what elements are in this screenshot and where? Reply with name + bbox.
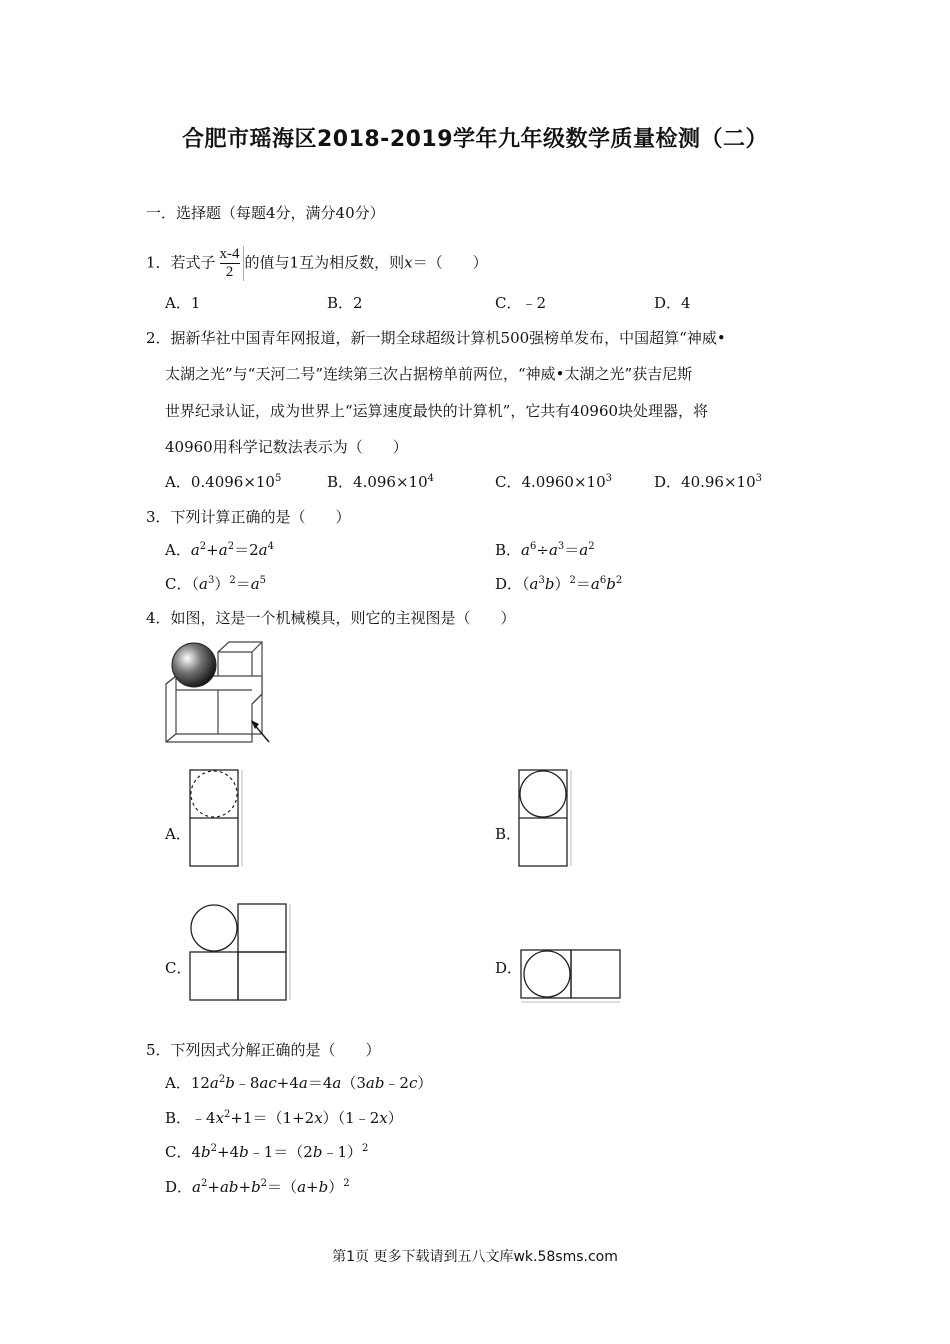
q3-d-v1: a [529,575,539,593]
q3-option-b[interactable] [495,540,595,560]
q5-a-b1: b [225,1074,235,1092]
q3-d-eq: ＝ [575,575,591,593]
q3-a-op: + [206,541,219,559]
q3-b-e3: 2 [588,541,595,552]
q3-a-v1: a [190,541,200,559]
q5-c-b2: b [239,1143,249,1161]
q5-d-a2: a [297,1178,307,1196]
q5-a-eq: ＝4 [307,1074,333,1092]
q5-b-x3: x [379,1109,388,1127]
q5-a-a2: a [298,1074,308,1092]
q4-option-c-figure[interactable] [189,900,293,1004]
q5-b-x2: x [314,1109,323,1127]
q5-c-m1: ﹣1＝（2 [248,1143,313,1161]
q3-a-e1: 2 [199,541,207,552]
q4-option-d-label[interactable]: D． [495,959,523,977]
q2-option-b[interactable] [327,472,434,492]
q3-b-v3: a [579,541,589,559]
q3-d-e1: 3 [538,575,545,586]
q3-c-e2: 5 [259,575,267,586]
q3-a-eq: ＝2 [234,541,259,559]
q3-d-pow: 2 [569,575,576,586]
q3-option-a[interactable] [165,540,274,560]
q5-a-c: c [408,1074,418,1092]
q3-c-v1: a [198,575,208,593]
q3-d-label: D．（ [495,575,530,593]
q3-a-v2: a [218,541,228,559]
q3-a-e3: 4 [267,541,274,552]
q5-d-p2: + [238,1178,252,1196]
q4-option-a-label[interactable]: A． [165,825,191,843]
q5-c-b1: b [201,1143,211,1161]
q3-d-close: ） [554,575,570,593]
q3-c-v2: a [250,575,260,593]
mold-figure [164,638,274,748]
option-c-bottom-right [238,952,286,1000]
q5-d-close: ） [328,1178,344,1196]
q2-option-c[interactable] [495,472,612,492]
q5-d-ab: ab [219,1178,239,1196]
q2-option-d[interactable] [654,472,762,492]
q5-a-ab: ab [365,1074,385,1092]
q5-stem: 5．下列因式分解正确的是（ ） [146,1041,381,1059]
q3-b-e2: 3 [557,541,565,552]
q5-c-m2: ﹣1） [322,1143,362,1161]
q2-b-exp: 4 [427,473,434,484]
q4-option-b-label[interactable]: B． [495,825,522,843]
option-d-circle [524,951,570,997]
q5-c-b3: b [312,1143,323,1161]
q5-a-p1: +4 [276,1074,299,1092]
section-heading: 一．选择题（每题4分，满分40分） [146,204,385,222]
q2-line-2: 太湖之光”与“天河二号”连续第三次占据榜单前两位，“神威•太湖之光”获吉尼斯 [165,365,693,383]
q5-c-l: C．4 [165,1143,202,1161]
q3-option-c[interactable] [165,574,266,594]
q3-a-v3: a [258,541,268,559]
q4-option-c-label[interactable]: C． [165,959,192,977]
q5-d-b2: b [318,1178,329,1196]
q5-a-rest2: ﹣2 [384,1074,409,1092]
option-d-right [571,950,620,998]
q3-b-v2: a [548,541,558,559]
q5-option-b[interactable] [165,1108,403,1128]
q3-option-d[interactable] [495,574,622,594]
question-1-stem [146,246,488,281]
q5-d-p1: + [207,1178,220,1196]
q2-line-1: 2．据新华社中国青年网报道，新一期全球超级计算机500强榜单发布，中国超算“神威• [146,329,726,347]
q5-a-rest3: ） [417,1074,433,1092]
page-footer: 第1页 更多下载请到五八文库wk.58sms.com [332,1249,618,1265]
q4-option-a-figure[interactable] [189,768,245,868]
option-b-circle [520,771,566,817]
q5-b-x1: x [215,1109,225,1127]
q2-d-exp: 3 [755,473,762,484]
base-block [166,676,262,742]
q5-d-e2: 2 [260,1178,268,1189]
q3-d-v4: b [606,575,616,593]
option-c-bottom-left [190,952,238,1000]
q2-a-exp: 5 [274,473,282,484]
option-c-top-right [238,904,286,952]
q2-b-base: B．4.096×10 [327,473,428,491]
q5-a-e1: 2 [218,1074,226,1085]
q2-a-base: A．0.4096×10 [165,473,275,491]
q3-a-e2: 2 [227,541,235,552]
q3-d-v3: a [590,575,600,593]
q3-a-label: A． [165,541,191,559]
option-a-dashed-circle [191,771,237,817]
q2-c-exp: 3 [605,473,612,484]
q3-stem: 3．下列计算正确的是（ ） [146,508,351,526]
q3-d-e4: 2 [615,575,623,586]
q5-a-ac: ac [259,1074,277,1092]
q3-c-close: ） [214,575,230,593]
q5-c-pow: 2 [362,1143,369,1154]
q5-d-e1: 2 [200,1178,208,1189]
q1-fraction [217,246,244,281]
q2-line-4: 40960用科学记数法表示为（ ） [165,438,408,456]
q1-fraction-denominator: 2 [225,264,234,280]
q1-blank: ＝（ ） [412,253,488,272]
q3-b-op: ÷ [536,541,549,559]
q5-a-l: A．12 [165,1074,210,1092]
q3-d-e3: 6 [599,575,607,586]
q5-d-a1: a [192,1178,201,1196]
q5-option-a[interactable] [165,1073,432,1093]
q2-option-a[interactable] [165,472,281,492]
q1-fraction-numerator: x-4 [219,246,240,262]
q5-c-p1: +4 [217,1143,240,1161]
q3-c-eq: ＝ [235,575,251,593]
q3-c-pow: 2 [229,575,236,586]
q5-option-d[interactable] [165,1177,350,1197]
q1-prefix: 1．若式子 [146,253,216,272]
page-title: 合肥市瑶海区2018-2019学年九年级数学质量检测（二） [181,127,769,152]
q5-d-b1: b [251,1178,261,1196]
q3-b-e1: 6 [529,541,537,552]
q2-c-base: C．4.0960×10 [495,473,606,491]
q4-option-d-figure[interactable] [520,948,626,1004]
q3-b-v1: a [521,541,530,559]
q2-line-3: 世界纪录认证，成为世界上“运算速度最快的计算机”，它共有40960块处理器，将 [165,402,709,420]
sphere [172,643,216,687]
q1-variable: x [404,253,413,272]
q5-a-a1: a [209,1074,219,1092]
q1-option-d[interactable]: D．4 [654,294,691,312]
q5-d-eq: ＝（ [267,1178,298,1196]
q5-b-m1: ）（1﹣2 [322,1109,380,1127]
q3-d-v2: b [544,575,555,593]
q3-b-eq: ＝ [564,541,580,559]
q3-c-label: C．（ [165,575,199,593]
q3-b-label: B． [495,541,522,559]
q1-option-c[interactable]: C．﹣2 [495,294,547,312]
option-c-circle [191,905,237,951]
q5-d-l: D． [165,1178,193,1196]
q5-b-e1: 2 [224,1109,231,1120]
q5-c-e1: 2 [210,1143,218,1154]
q5-b-p1: +1＝（1+2 [230,1109,315,1127]
q1-option-a[interactable]: A．1 [165,294,201,312]
q1-option-b[interactable]: B．2 [327,294,363,312]
q4-stem: 4．如图，这是一个机械模具，则它的主视图是（ ） [146,609,516,627]
q2-d-base: D．40.96×10 [654,473,756,491]
q5-d-p3: + [306,1178,319,1196]
q5-a-a3: a [332,1074,342,1092]
q1-suffix: 的值与1互为相反数，则 [244,253,405,272]
q5-a-rest1: （3 [341,1074,366,1092]
q3-c-e1: 3 [207,575,215,586]
q5-b-close: ） [387,1109,403,1127]
q5-a-m1: ﹣8 [234,1074,260,1092]
q5-b-l: B．﹣4 [165,1109,216,1127]
q5-d-pow: 2 [343,1178,350,1189]
q5-option-c[interactable] [165,1142,368,1162]
q4-option-b-figure[interactable] [518,768,574,868]
